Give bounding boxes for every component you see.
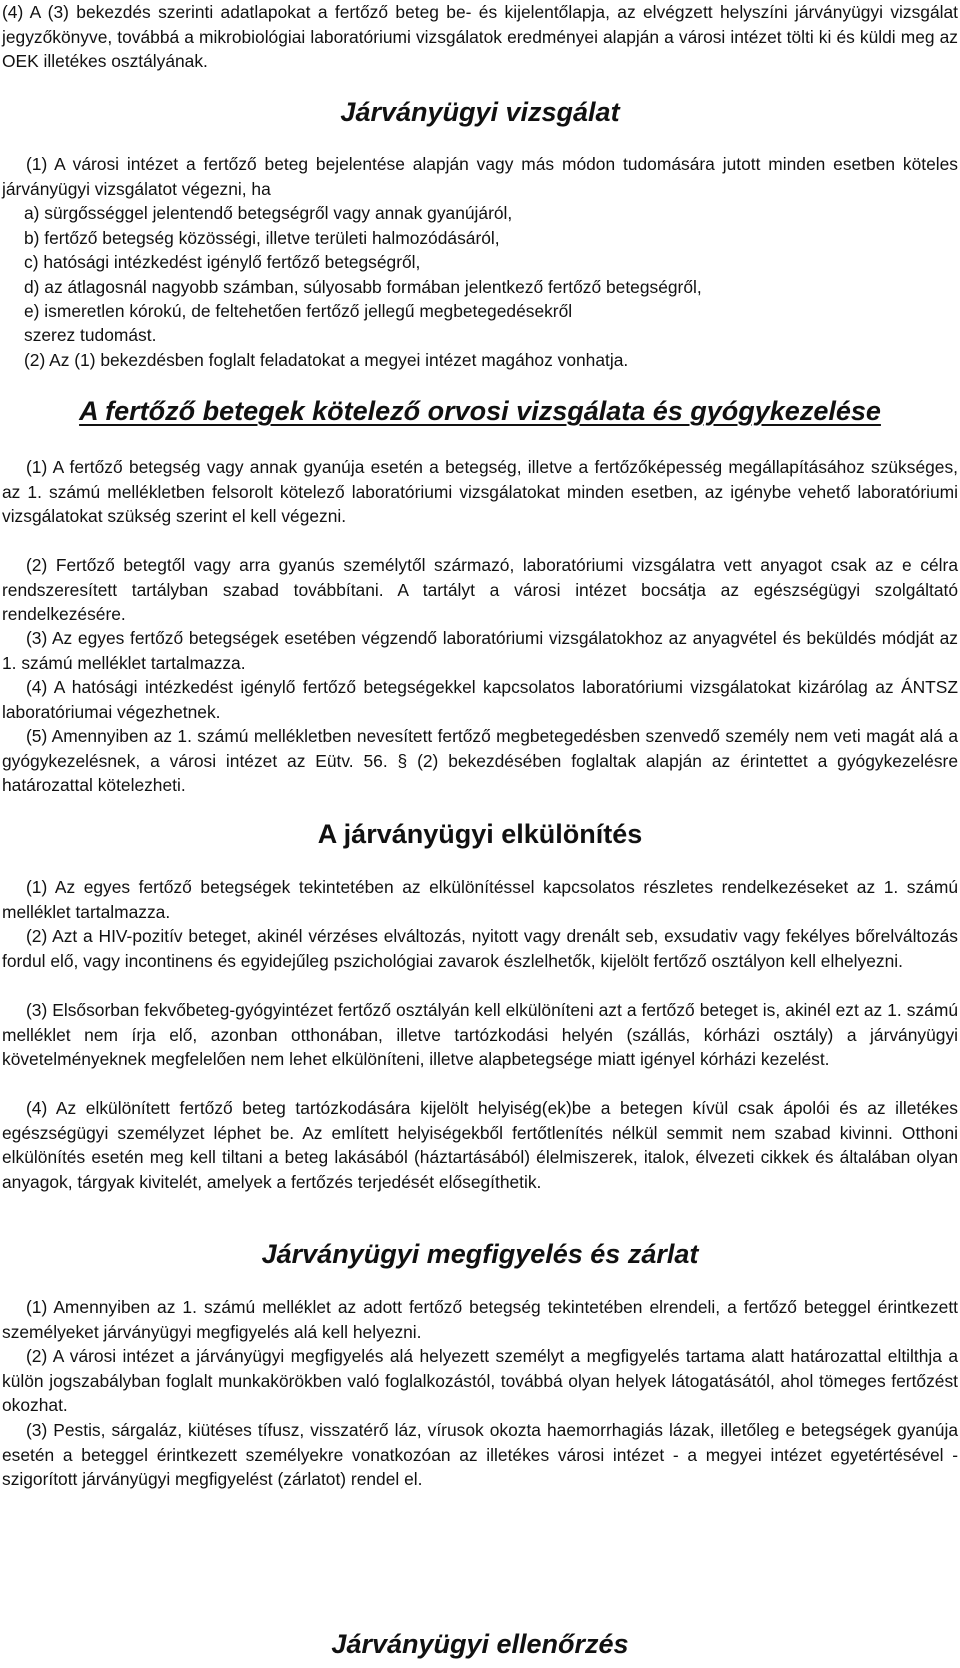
section-2-paragraph-1: (1) A fertőző betegség vagy annak gyanúja esetén a betegség, illetve a fertőzőképesség megállapításához szükséges, az 1. számú mellékletben felsorolt kötelező laboratóriumi vizsgálatokat minden esetben, az igénybe vehető laboratóriumi vizsgálatokat szükség szerint el kell végezni. (2, 457, 958, 526)
section-3-paragraph-4: (4) Az elkülönített fertőző beteg tartózkodására kijelölt helyiség(ek)be a betegen kívül csak ápolói és az illetékes egészségügyi személyzet léphet be. Az említett helyiségekből fertőtlenítés nélkül semmit nem szabad kivinni. Otthoni elkülönítés esetén meg kell tiltani a beteg lakásából (háztartásából) élelmiszerek, italok, élvezeti cikkek és általában olyan anyagok, tárgyak kivitelét, amelyek a fertőzés terjedését elősegíthetik. (2, 1098, 958, 1192)
section-title-jarvanyugyi-elkulonites: A járványügyi elkülönítés (317, 819, 643, 849)
section-1-item-a: a) sürgősséggel jelentendő betegségről vagy annak gyanújáról, (24, 203, 513, 223)
section-1-item-c: c) hatósági intézkedést igénylő fertőző betegségről, (24, 252, 421, 272)
section-title-megfigyeles-es-zarlat: Járványügyi megfigyelés és zárlat (261, 1239, 699, 1269)
section-3-paragraph-2: (2) Azt a HIV-pozitív beteget, akinél vérzéses elváltozás, nyitott vagy drenált seb, exsudativ vagy fekélyes bőrelváltozás fordul elő, vagy incontinens és egyidejűleg pszichológiai zavarok észlelhetők, kijelölt fertőző osztályon kell elhelyezni. (2, 926, 958, 971)
intro-paragraph: (4) A (3) bekezdés szerinti adatlapokat a fertőző beteg be- és kijelentőlapja, az elvégzett helyszíni járványügyi vizsgálat jegyzőkönyve, továbbá a mikrobiológiai laboratóriumi vizsgálatok eredményei alapján a városi intézet tölti ki és küldi meg az OEK illetékes osztályának. (2, 2, 958, 71)
section-title-kotelezo-orvosi-vizsgalat: A fertőző betegek kötelező orvosi vizsgálata és gyógykezelése (79, 396, 881, 426)
section-1-closing-line: szerez tudomást. (24, 325, 157, 345)
section-2-paragraph-2: (2) Fertőző betegtől vagy arra gyanús személytől származó, laboratóriumi vizsgálatra vett anyagot csak az e célra rendszeresített tartályban szabad továbbítani. A tartályt a városi intézet bocsátja az egészségügyi szolgáltató rendelkezésére. (2, 555, 958, 624)
section-1-paragraph-1: (1) A városi intézet a fertőző beteg bejelentése alapján vagy más módon tudomására jutott minden esetben köteles járványügyi vizsgálatot végezni, ha (2, 154, 958, 199)
section-4-paragraph-1: (1) Amennyiben az 1. számú melléklet az adott fertőző betegség tekintetében elrendeli, a fertőző beteggel érintkezett személyeket járványügyi megfigyelés alá kell helyezni. (2, 1297, 958, 1342)
section-4-paragraph-2: (2) A városi intézet a járványügyi megfigyelés alá helyezett személyt a megfigyelés tartama alatt határozattal eltilthja a külön jogszabályban foglalt munkakörökben való foglalkozástól, továbbá olyan helyek látogatásától, ahol tömeges fertőzést okozhat. (2, 1346, 958, 1415)
section-title-jarvanyugyi-vizsgalat: Járványügyi vizsgálat (340, 97, 620, 127)
section-title-jarvanyugyi-ellenorzes: Járványügyi ellenőrzés (331, 1629, 629, 1659)
section-1-item-b: b) fertőző betegség közösségi, illetve területi halmozódásáról, (24, 228, 500, 248)
section-2-paragraph-3: (3) Az egyes fertőző betegségek esetében végzendő laboratóriumi vizsgálatokhoz az anyagvétel és beküldés módját az 1. számú melléklet tartalmazza. (2, 628, 958, 673)
section-3-paragraph-3: (3) Elsősorban fekvőbeteg-gyógyintézet fertőző osztályán kell elkülöníteni azt a fertőző beteget is, akinél ezt az 1. számú melléklet nem írja elő, azonban otthonában, illetve tartózkodási helyén (szállás, kórházi osztály) a járványügyi követelményeknek megfelelően nem lehet elkülöníteni, illetve alapbetegsége miatt igényel kórházi kezelést. (2, 1000, 958, 1069)
section-1-paragraph-2: (2) Az (1) bekezdésben foglalt feladatokat a megyei intézet magához vonhatja. (24, 350, 629, 370)
section-1-item-e: e) ismeretlen kórokú, de feltehetően fertőző jellegű megbetegedésekről (24, 301, 573, 321)
section-2-paragraph-5: (5) Amennyiben az 1. számú mellékletben nevesített fertőző megbetegedésben szenvedő személy nem veti magát alá a gyógykezelésnek, a városi intézet az Eütv. 56. § (2) bekezdésében foglaltak alapján az érintettet a gyógykezelésre határozattal kötelezheti. (2, 726, 958, 795)
section-1-item-d: d) az átlagosnál nagyobb számban, súlyosabb formában jelentkező fertőző betegségről, (24, 277, 702, 297)
section-4-paragraph-3: (3) Pestis, sárgaláz, kiütéses tífusz, visszatérő láz, vírusok okozta haemorrhagiás lázak, illetőleg e betegségek gyanúja esetén a beteggel érintkezett személyekre vonatkozóan az illetékes városi intézet - a megyei intézet egyetértésével - szigorított járványügyi megfigyelést (zárlatot) rendel el. (2, 1420, 958, 1489)
section-2-paragraph-4: (4) A hatósági intézkedést igénylő fertőző betegségekkel kapcsolatos laboratóriumi vizsgálatokat kizárólag az ÁNTSZ laboratóriumai végezhetnek. (2, 677, 958, 722)
section-3-paragraph-1: (1) Az egyes fertőző betegségek tekintetében az elkülönítéssel kapcsolatos részletes rendelkezéseket az 1. számú melléklet tartalmazza. (2, 877, 958, 922)
